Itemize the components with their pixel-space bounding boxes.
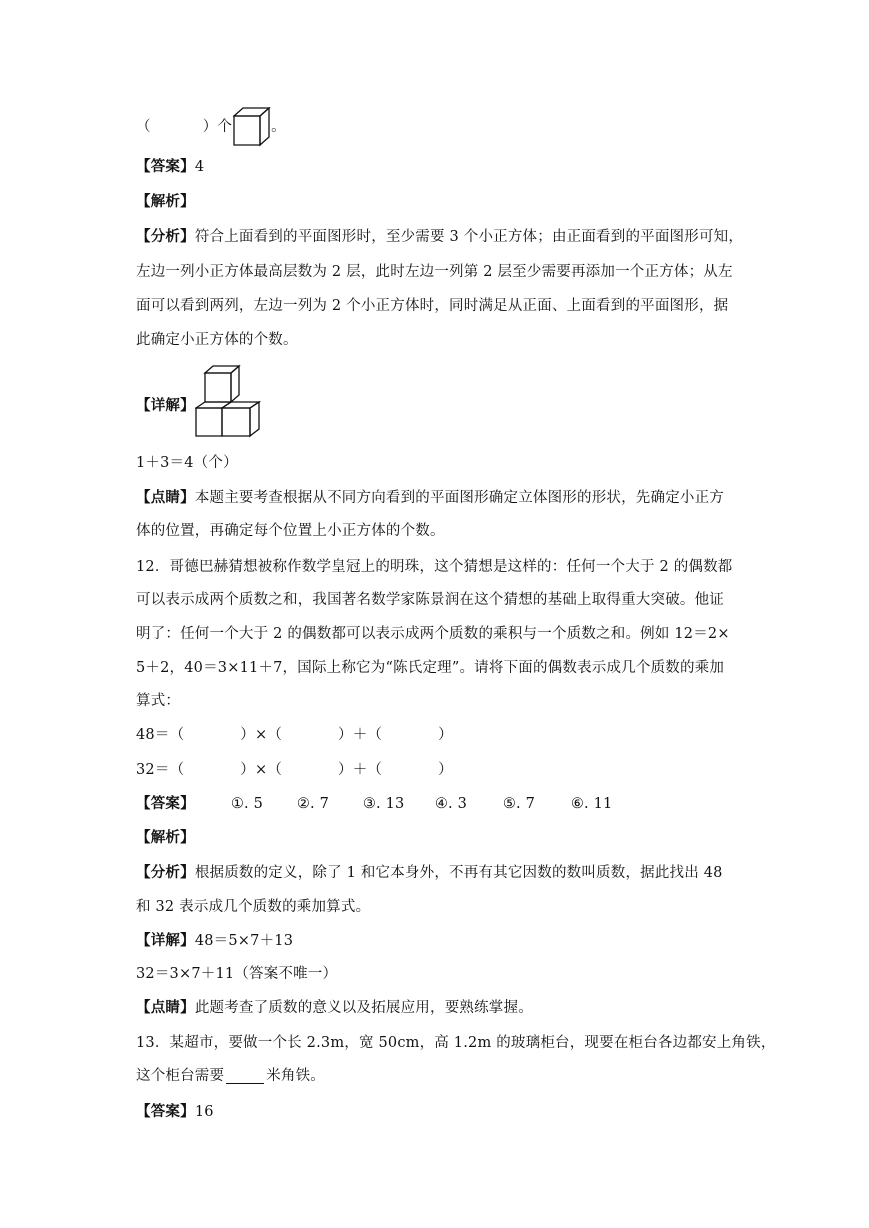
- answer-value: 4: [194, 159, 205, 175]
- cube-icon: [233, 107, 271, 147]
- blank-end: 。: [271, 119, 286, 135]
- answer-item: ②. 7: [296, 796, 330, 812]
- q12-fenxi-line-1: 和 32 表示成几个质数的乘加算式。: [136, 899, 371, 915]
- answer-value: 16: [194, 1104, 214, 1120]
- dianjing-text: 本题主要考查根据从不同方向看到的平面图形确定立体图形的形状，先确定小正方: [194, 490, 725, 506]
- q11-blank-line: [136, 107, 286, 147]
- q12-equation-32: [136, 760, 453, 780]
- q12-stem-line-1: 可以表示成两个质数之和，我国著名数学家陈景润在这个猜想的基础上取得重大突破。他证: [136, 592, 724, 608]
- eq-lhs: 32＝: [136, 762, 170, 778]
- q11-dianjing-line-0: [136, 488, 724, 508]
- eq-paren-close: ）: [438, 727, 453, 743]
- answer-tag: 【答案】: [136, 1103, 195, 1120]
- dianjing-tag: 【点睛】: [136, 489, 195, 506]
- answer-item: ⑥. 11: [570, 796, 613, 812]
- q12-xiangjie-line-0: [136, 931, 293, 951]
- q12-stem-line-4: 算式：: [136, 693, 181, 709]
- q12-fenxi-line-0: [136, 863, 723, 883]
- eq-times: ）×（: [240, 727, 283, 743]
- q13-answer: [136, 1102, 214, 1122]
- eq-paren-close: ）: [438, 762, 453, 778]
- q13-stem-line-0: 13．某超市，要做一个长 2.3m，宽 50cm，高 1.2m 的玻璃柜台，现要在柜台各边都安上角铁，: [136, 1035, 776, 1051]
- q11-fenxi-line-3: 此确定小正方体的个数。: [136, 332, 298, 348]
- q12-xiangjie-line-1: 32＝3×7＋11（答案不唯一）: [136, 966, 338, 982]
- eq-plus: ）＋（: [338, 727, 383, 743]
- fenxi-tag: 【分析】: [136, 864, 195, 881]
- q12-equation-48: [136, 725, 453, 745]
- answer-tag: 【答案】: [136, 158, 195, 175]
- fenxi-tag: 【分析】: [136, 228, 195, 245]
- q12-stem-line-2: 明了：任何一个大于 2 的偶数都可以表示成两个质数的乘积与一个质数之和。例如 12＝2×: [136, 626, 730, 642]
- q11-jiexi-tag: 【解析】: [136, 193, 195, 210]
- cubes-figure-icon: [195, 364, 261, 438]
- blank-open: （: [136, 119, 151, 135]
- eq-times: ）×（: [240, 762, 283, 778]
- answer-item: ③. 13: [362, 796, 405, 812]
- fenxi-text: 根据质数的定义，除了 1 和它本身外，不再有其它因数的数叫质数，据此找出 48: [194, 865, 723, 881]
- eq-paren-open: （: [169, 727, 185, 743]
- q12-dianjing: [136, 998, 533, 1018]
- blank-close: ）个: [202, 119, 233, 135]
- dianjing-tag: 【点睛】: [136, 999, 195, 1016]
- eq-paren-open: （: [169, 762, 185, 778]
- fill-blank[interactable]: [226, 1068, 264, 1084]
- q13-stem-line-1: [136, 1066, 325, 1086]
- q11-answer: [136, 157, 204, 177]
- eq-plus: ）＋（: [338, 762, 383, 778]
- stem-text: 米角铁。: [266, 1068, 326, 1084]
- q12-answer: [136, 794, 612, 814]
- xiangjie-tag: 【详解】: [136, 932, 195, 949]
- answer-item: ⑤. 7: [502, 796, 536, 812]
- q11-xiangjie: [136, 364, 261, 438]
- q11-fenxi-line-1: 左边一列小正方体最高层数为 2 层，此时左边一列第 2 层至少需要再添加一个正方体；从左: [136, 264, 733, 280]
- xiangjie-tag: 【详解】: [136, 397, 195, 414]
- eq-lhs: 48＝: [136, 727, 170, 743]
- q11-fenxi-line-2: 面可以看到两列，左边一列为 2 个小正方体时，同时满足从正面、上面看到的平面图形，据: [136, 298, 729, 314]
- q11-calc: 1＋3＝4（个）: [136, 455, 238, 471]
- q12-stem-line-3: 5＋2，40＝3×11＋7，国际上称它为“陈氏定理”。请将下面的偶数表示成几个质数的乘加: [136, 660, 725, 676]
- q12-stem-line-0: 12．哥德巴赫猜想被称作数学皇冠上的明珠，这个猜想是这样的：任何一个大于 2 的偶数都: [136, 559, 733, 575]
- q12-jiexi-tag: 【解析】: [136, 829, 195, 846]
- q11-dianjing-line-1: 体的位置，再确定每个位置上小正方体的个数。: [136, 523, 445, 539]
- answer-item: ④. 3: [434, 796, 468, 812]
- q11-fenxi-line-0: [136, 227, 743, 247]
- answer-tag: 【答案】: [136, 795, 195, 812]
- stem-text: 这个柜台需要: [136, 1068, 225, 1084]
- answer-item: ①. 5: [230, 796, 264, 812]
- fenxi-text: 符合上面看到的平面图形时，至少需要 3 个小正方体；由正面看到的平面图形可知，: [194, 229, 744, 245]
- xiangjie-text: 48＝5×7＋13: [194, 933, 294, 949]
- dianjing-text: 此题考查了质数的意义以及拓展应用，要熟练掌握。: [194, 1000, 533, 1016]
